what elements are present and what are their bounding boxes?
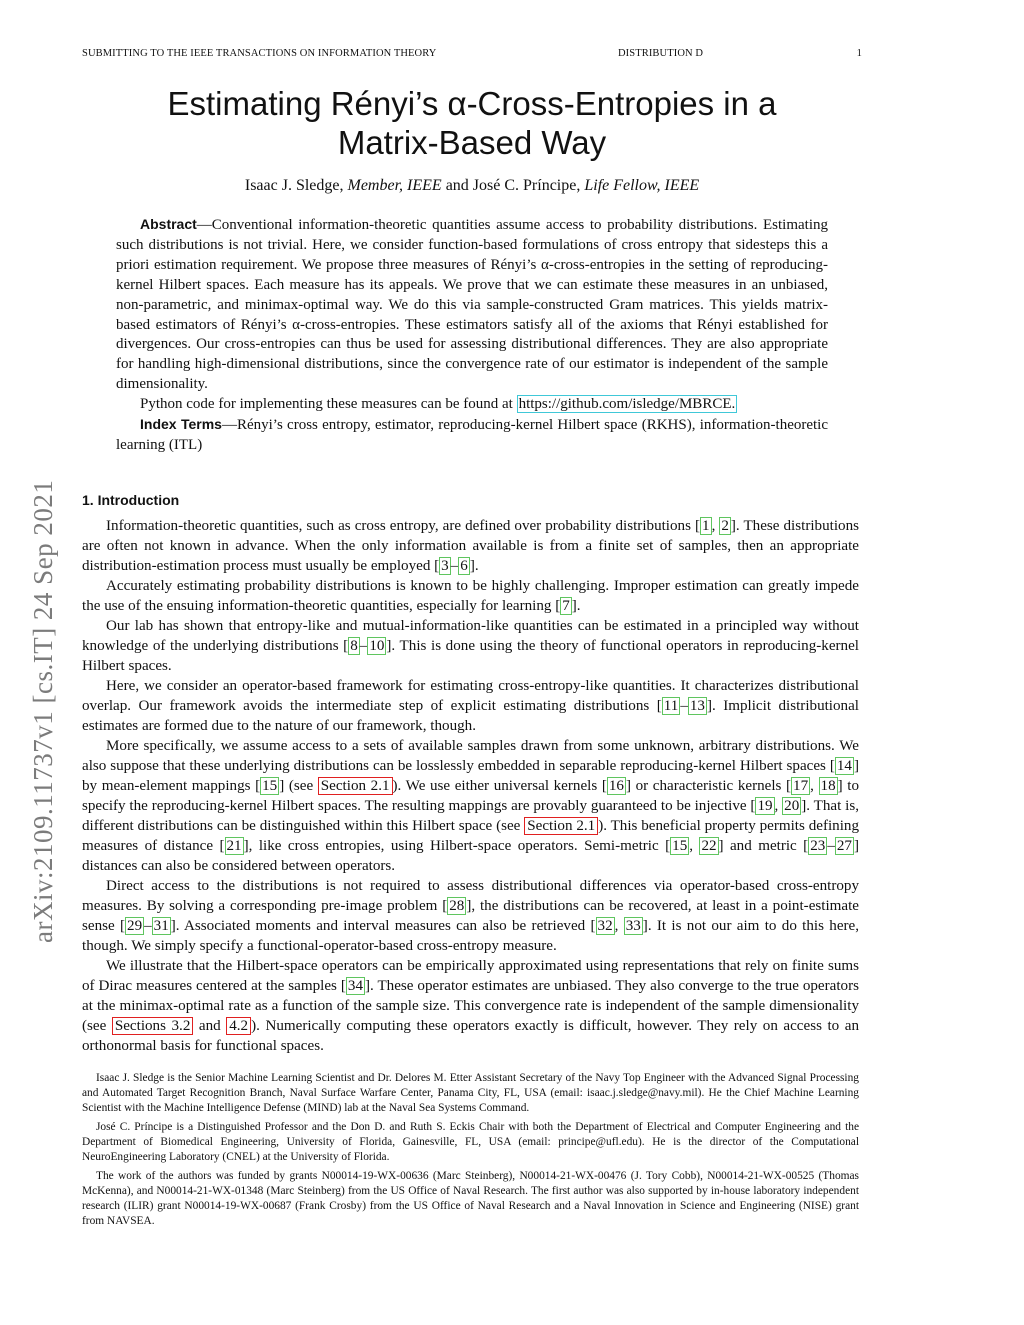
citation-link[interactable]: 17	[793, 778, 809, 794]
citation-link[interactable]: 23	[810, 838, 826, 854]
paragraph-text: –	[450, 558, 459, 574]
paragraph-text: –	[359, 638, 368, 654]
abstract-block	[116, 215, 828, 456]
citation-link[interactable]: 18	[820, 778, 836, 794]
title-line-2: Matrix-Based Way	[337, 124, 607, 161]
citation-link[interactable]: 13	[689, 698, 705, 714]
paragraph-text: ). We use either universal kernels [	[392, 778, 607, 794]
running-header	[82, 48, 862, 62]
page-number: 1	[856, 48, 862, 59]
paragraph-text: ]. Implicit distributional estimates are formed due to the nature of our framework, though.	[82, 698, 859, 734]
citation-link[interactable]: 7	[562, 598, 570, 614]
paragraph-3	[82, 616, 859, 676]
title-line-1: Estimating Rényi’s α-Cross-Entropies in a	[167, 85, 777, 122]
section-ref-link[interactable]: Sections 3.2	[112, 1017, 194, 1035]
paragraph-text: ] and metric [	[718, 838, 809, 854]
citation-link[interactable]: 16	[608, 778, 624, 794]
paragraph-4	[82, 676, 859, 736]
paragraph-text: ]. This is done using the theory of functional operators in reproducing-kernel Hilbert spaces.	[82, 638, 859, 674]
paragraph-2	[82, 576, 859, 616]
journal-name: SUBMITTING TO THE IEEE TRANSACTIONS ON INFORMATION THEORY	[82, 48, 437, 59]
introduction-body	[82, 516, 859, 1056]
paragraph-text: ). Numerically computing these operators exactly is difficult, however. They rely on access to an orthonormal basis for functional spaces.	[82, 1018, 859, 1054]
author-2-name: José C. Príncipe,	[472, 177, 585, 194]
citation-link[interactable]: 32	[597, 918, 613, 934]
author-conjunction: and	[441, 177, 473, 194]
citation-link[interactable]: 27	[836, 838, 852, 854]
paper-title	[82, 84, 862, 162]
paragraph-7	[82, 956, 859, 1056]
paragraph-text: ,	[614, 918, 624, 934]
footnotes	[82, 1071, 859, 1233]
author-2-role: Life Fellow, IEEE	[584, 177, 700, 194]
citation-link[interactable]: 21	[226, 838, 242, 854]
code-text: Python code for implementing these measures can be found at	[140, 396, 517, 413]
paragraph-text: –	[680, 698, 688, 714]
citation-link[interactable]: 28	[449, 898, 465, 914]
paragraph-text: Direct access to the distributions is not required to assess distributional differences via operator-based cross-entropy measures. By solving a corresponding pre-image problem [	[82, 878, 859, 914]
paragraph-text: ]. These operator estimates are unbiased. They also converge to the true operators at the minimax-optimal rate as a function of the sample size. This convergence rate is independent of the sample dimensionality (see	[82, 978, 859, 1034]
paragraph-text: ]. These distributions are often not known in advance. When the only information available is from a finite set of samples, then an appropriate distribution-estimation process must usually be employed [	[82, 518, 859, 574]
citation-link[interactable]: 8	[350, 638, 358, 654]
citation-link[interactable]: 14	[836, 758, 852, 774]
paragraph-text: ,	[711, 518, 720, 534]
paragraph-text: ], the distributions can be recovered, at least in a point-estimate sense [	[82, 898, 859, 934]
citation-link[interactable]: 11	[663, 698, 679, 714]
paragraph-6	[82, 876, 859, 956]
paragraph-text: More specifically, we assume access to a sets of available samples drawn from some unknown, arbitrary distributions. We also suppose that these underlying distributions can be losslessly embedded in separable reproducing-kernel Hilbert spaces [	[82, 738, 859, 774]
paragraph-text: ] (see	[279, 778, 318, 794]
citation-link[interactable]: 19	[757, 798, 773, 814]
author-1-name: Isaac J. Sledge,	[244, 177, 348, 194]
citation-link[interactable]: 10	[369, 638, 385, 654]
code-url-link[interactable]: https://github.com/isledge/MBRCE.	[518, 396, 736, 413]
paragraph-text: and	[193, 1018, 227, 1034]
paragraph-text: ] distances can also be considered between operators.	[82, 838, 859, 874]
arxiv-stamp: arXiv:2109.11737v1 [cs.IT] 24 Sep 2021	[28, 479, 58, 943]
section-ref-link[interactable]: 4.2	[226, 1017, 251, 1035]
paragraph-text: –	[144, 918, 152, 934]
citation-link[interactable]: 15	[262, 778, 278, 794]
index-terms	[116, 415, 828, 456]
abstract-paragraph	[116, 215, 828, 395]
paragraph-5	[82, 736, 859, 876]
paragraph-text: ].	[571, 598, 581, 614]
citation-link[interactable]: 22	[701, 838, 717, 854]
paragraph-text: ] or characteristic kernels [	[625, 778, 792, 794]
paragraph-text: Our lab has shown that entropy-like and mutual-information-like quantities can be estimated in a principled way without knowledge of the underlying distributions [	[82, 618, 859, 654]
paragraph-text: ,	[810, 778, 819, 794]
citation-link[interactable]: 1	[702, 518, 710, 534]
paragraph-text: We illustrate that the Hilbert-space operators can be empirically approximated using representations that rely on finite sums of Dirac measures centered at the samples [	[82, 958, 859, 994]
abstract-label: Abstract	[140, 216, 197, 232]
section-ref-link[interactable]: Section 2.1	[318, 777, 393, 795]
paragraph-text: –	[827, 838, 835, 854]
paragraph-text: ] by mean-element mappings [	[82, 758, 859, 794]
paragraph-text: ]. It is not our aim to do this here, though. We simply specify a functional-operator-based cross-entropy measure.	[82, 918, 860, 954]
citation-link[interactable]: 34	[347, 978, 363, 994]
abstract-text: —Conventional information-theoretic quantities assume access to probability distributions. Estimating such distributions is not trivial. Here, we consider function-based formulations of cross entropy that sidesteps this a priori estimation requirement. We propose three measures of Rényi’s α-cross-entropies in the setting of reproducing-kernel Hilbert spaces. Each measure has its appeals. We prove that we can estimate these measures in an unbiased, non-parametric, and minimax-optimal way. We do this via sample-constructed Gram matrices. This yields matrix-based estimators of Rényi’s α-cross-entropies. These estimators satisfy all of the axioms that Rényi established for divergences. Our cross-entropies can thus be used for assessing distributional differences. They are also appropriate for handling high-dimensional distributions, since the convergence rate of our estimator is independent of the sample dimensionality.	[116, 217, 828, 393]
section-heading-introduction: 1. Introduction	[82, 492, 180, 508]
author-1-role: Member, IEEE	[347, 177, 442, 194]
paragraph-text: ]. That is, different distributions can be distinguished within this Hilbert space (see	[82, 798, 859, 834]
citation-link[interactable]: 15	[672, 838, 688, 854]
paragraph-text: ].	[469, 558, 479, 574]
paragraph-text: ,	[689, 838, 700, 854]
author-line	[82, 177, 862, 195]
citation-link[interactable]: 29	[127, 918, 143, 934]
paragraph-1	[82, 516, 859, 576]
section-ref-link[interactable]: Section 2.1	[524, 817, 598, 835]
code-availability	[116, 395, 828, 415]
index-terms-label: Index Terms	[140, 416, 222, 433]
paragraph-text: ,	[774, 798, 783, 814]
paragraph-text: ]. Associated moments and interval measures can also be retrieved [	[170, 918, 596, 934]
distribution-label: DISTRIBUTION D	[618, 48, 704, 59]
paragraph-text: ). This beneficial property permits defining measures of distance [	[82, 818, 859, 854]
footnote-funding: The work of the authors was funded by grants N00014-19-WX-00636 (Marc Steinberg), N00014-21-WX-00476 (J. Tory Cobb), N00014-21-WX-00525 (Thomas McKenna), and N00014-21-WX-01348 (Marc Steinberg) from the US Office of Naval Research. The first author was also supported by in-house laboratory independent research (ILIR) grant N00014-19-WX-00687 (Frank Crosby) from the US Office of Naval Research and a Naval Innovation in Science and Engineering (NISE) grant from NAVSEA.	[82, 1170, 859, 1227]
paragraph-text: Accurately estimating probability distributions is known to be highly challenging. Improper estimation can greatly impede the use of the ensuing information-theoretic quantities, especially for learning [	[82, 578, 859, 614]
citation-link[interactable]: 33	[625, 918, 641, 934]
citation-link[interactable]: 2	[721, 518, 729, 534]
citation-link[interactable]: 3	[441, 558, 449, 574]
footnote-author-1: Isaac J. Sledge is the Senior Machine Learning Scientist and Dr. Delores M. Etter Assistant Secretary of the Navy Top Engineer with the Advanced Signal Processing and Automated Target Recognition Branch, Naval Surface Warfare Center, Panama City, FL, USA (email: isaac.j.sledge@navy.mil). He the Chief Machine Learning Scientist with the Machine Intelligence Defense (MIND) lab at the Naval Sea Systems Command.	[82, 1072, 859, 1114]
paragraph-text: ], like cross entropies, using Hilbert-space operators. Semi-metric [	[243, 838, 671, 854]
citation-link[interactable]: 31	[153, 918, 169, 934]
paragraph-text: Here, we consider an operator-based framework for estimating cross-entropy-like quantities. It characterizes distributional overlap. Our framework avoids the intermediate step of explicit estimating distributions [	[82, 678, 859, 714]
citation-link[interactable]: 20	[784, 798, 800, 814]
citation-link[interactable]: 6	[460, 558, 468, 574]
footnote-author-2: José C. Príncipe is a Distinguished Professor and the Don D. and Ruth S. Eckis Chair with both the Department of Electrical and Computer Engineering and the Department of Biomedical Engineering, University of Florida, Gainesville, FL, USA (email: principe@ufl.edu). He is the director of the Computational NeuroEngineering Laboratory (CNEL) at the University of Florida.	[82, 1121, 859, 1163]
paragraph-text: ] to specify the reproducing-kernel Hilbert spaces. The resulting mappings are provably guaranteed to be injective [	[82, 778, 860, 814]
index-terms-text: —Rényi’s cross entropy, estimator, reproducing-kernel Hilbert space (RKHS), information-theoretic learning (ITL)	[116, 417, 829, 453]
paragraph-text: Information-theoretic quantities, such as cross entropy, are defined over probability distributions [	[106, 518, 701, 534]
